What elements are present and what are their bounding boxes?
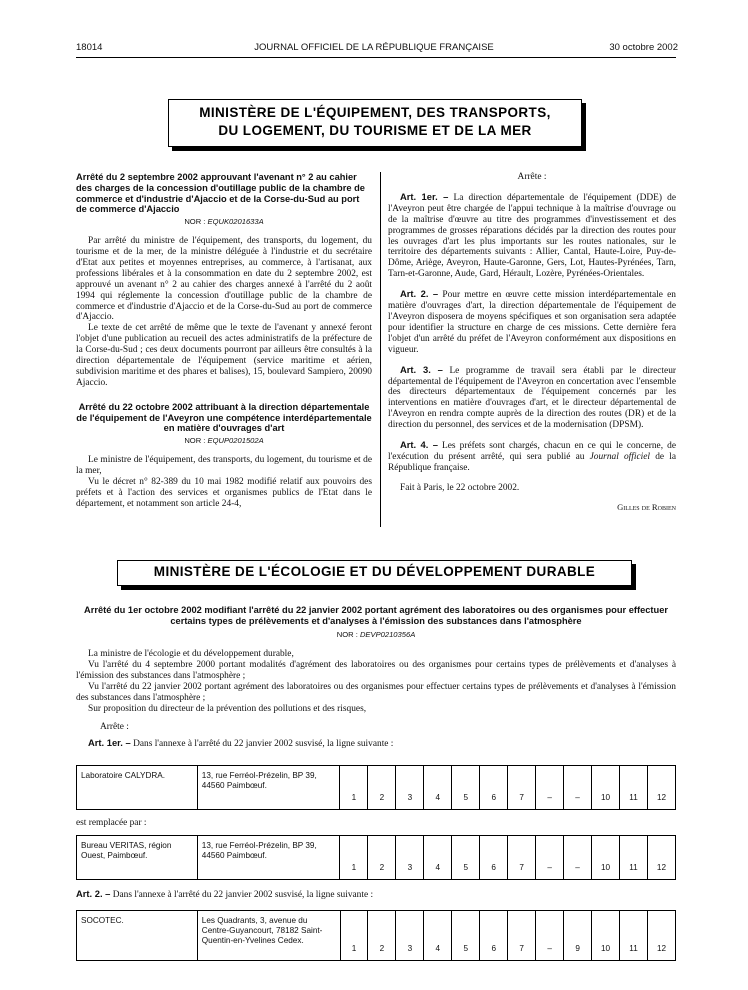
arrete2-article4-tail: de la République française. [388,451,676,473]
type-cell: 10 [592,911,620,961]
arrete3-nor-label: NOR : [336,629,360,639]
type-cell: 12 [647,836,675,880]
approval-table-replacement [76,835,676,880]
type-cell: – [536,836,564,880]
lab-name-cell: Bureau VERITAS, région Ouest, Paimbœuf. [77,836,198,880]
type-cell: 7 [508,911,536,961]
type-cell: – [564,766,592,810]
arrete1-nor [76,217,372,228]
type-cell: 12 [648,911,676,961]
journal-title: JOURNAL OFFICIEL DE LA RÉPUBLIQUE FRANÇAISE [254,42,494,53]
arrete3-article1 [76,737,676,750]
arrete3-title: Arrêté du 1er octobre 2002 modifiant l'arrêté du 22 janvier 2002 portant agrément des laboratoires ou des organismes pour effectuer certains types de prélèvements et d'analyses à l'émission des substances dans l'atmosphère [84,605,668,626]
type-cell: 2 [368,836,396,880]
type-cell: 4 [424,766,452,810]
lab-address-cell: Les Quadrants, 3, avenue du Centre-Guyancourt, 78182 Saint-Quentin-en-Yvelines Cedex. [197,911,340,961]
arrete2-article1 [388,192,676,280]
type-cell: 6 [480,836,508,880]
type-cell: 4 [424,836,452,880]
arrete3-nor-code: DEVP0210356A [359,629,416,639]
type-cell: – [536,911,564,961]
arrete3-article2-text: Dans l'annexe à l'arrêté du 22 janvier 2002 susvisé, la ligne suivante : [110,890,374,900]
table-row [77,911,676,961]
type-cell: – [564,836,592,880]
journal-officiel-ref: Journal officiel [589,451,651,462]
arrete2-arrete: Arrête : [517,172,547,182]
ministry-equipement-box [168,99,582,147]
table-row [77,836,676,880]
lab-address-cell: 13, rue Ferréol-Prézelin, BP 39, 44560 Paimbœuf. [197,836,340,880]
lab-name-cell: SOCOTEC. [77,911,198,961]
arrete2-nor-code: EQUP0201502A [207,436,264,446]
arrete1-para1: Par arrêté du ministre de l'équipement, des transports, du logement, du tourisme et de la mer, de la ministre déléguée à l'industrie et du secrétaire d'Etat aux petites et moyennes entreprises, au commerce, à l'artisanat, aux professions libérales et à la consommation en date du 2 septembre 2002, est approuvé un avenant n° 2 au cahier des charges annexé à l'arrêté du 2 août 1994 qui réglemente la concession d'outillage public de la chambre de commerce et d'industrie d'Ajaccio et de la Corse-du-Sud au port de commerce d'Ajaccio. [76,236,372,323]
type-cell: 2 [368,911,396,961]
issue-date: 30 octobre 2002 [609,42,678,53]
arrete3-para2: Vu l'arrêté du 4 septembre 2000 portant modalités d'agrément des laboratoires ou des organismes pour certains types de prélèvements et d'analyses à l'émission des substances dans l'atmosphère ; [76,659,676,681]
type-cell: 12 [647,766,675,810]
arrete2-article4 [388,440,676,474]
header-divider [76,57,676,58]
ministry-equipement-line2: DU LOGEMENT, DU TOURISME ET DE LA MER [218,123,532,138]
type-cell: 7 [508,766,536,810]
lab-address-cell: 13, rue Ferréol-Prézelin, BP 39, 44560 Paimbœuf. [197,766,340,810]
arrete3-section [76,605,676,750]
arrete3-arrete: Arrête : [100,721,129,732]
ministry-equipement-line1: MINISTÈRE DE L'ÉQUIPEMENT, DES TRANSPORTS, [199,105,551,120]
arrete2-article3-text: Le programme de travail sera établi par le directeur départemental de l'équipement de l'Aveyron en concertation avec l'ensemble des directeurs départementaux de l'équipement concernés par les interventions en matière d'ouvrages d'art, et le directeur départemental de l'Aveyron en rendra compte auprès de la direction des routes (DR) et de la direction du personnel, des services et de la modernisation (DPSM). [388,365,677,431]
left-column [76,172,372,510]
arrete2-article4-text: Les préfets sont chargés, chacun en ce qui le concerne, de l'exécution du présent arrêté, qui sera publié au [388,441,676,462]
arrete1-title: Arrêté du 2 septembre 2002 approuvant l'avenant n° 2 au cahier des charges de la concession d'outillage public de la chambre de commerce et d'industrie d'Ajaccio et de la Corse-du-Sud au port de commerce d'Ajaccio [76,172,365,215]
arrete3-para1: La ministre de l'écologie et du développement durable, [88,648,294,659]
ministry-ecologie-line1: MINISTÈRE DE L'ÉCOLOGIE ET DU DÉVELOPPEMENT DURABLE [153,564,596,579]
type-cell: 4 [424,911,452,961]
type-cell: 6 [480,766,508,810]
arrete3-article1-label: Art. 1er. – [88,736,131,748]
lab-name-cell: Laboratoire CALYDRA. [77,766,198,810]
arrete2-article2 [388,289,676,355]
type-cell: 5 [452,911,480,961]
arrete3-article1-text: Dans l'annexe à l'arrêté du 22 janvier 2002 susvisé, la ligne suivante : [130,738,394,749]
type-cell: 1 [340,836,368,880]
column-divider [380,172,381,527]
arrete2-article3-label: Art. 3. – [400,363,443,375]
right-column [388,172,676,513]
arrete2-article1-text: La direction départementale de l'équipement (DDE) de l'Aveyron peut être chargée de l'appui technique à la maîtrise d'ouvrage ou de la maîtrise d'œuvre au titre des programmes d'investissement et des programmes de grosses réparations décidés par la direction des routes pour les ouvrages d'art les plus importants sur les routes nationales, sur le territoire des départements suivants : Allier, Cantal, Haute-Loire, Puy-de-Dôme, Ariège, Aveyron, Haute-Garonne, Gers, Lot, Hautes-Pyrénées, Tarn, Tarn-et-Garonne, Aude, Gard, Hérault, Lozère, Pyrénées-Orientales. [388,192,677,280]
table-row [77,766,676,810]
arrete2-fait: Fait à Paris, le 22 octobre 2002. [400,482,520,493]
arrete2-article2-label: Art. 2. – [400,288,439,300]
type-cell: 2 [368,766,396,810]
arrete1-para2: Le texte de cet arrêté de même que le texte de l'avenant y annexé feront l'objet d'une publication au recueil des actes administratifs de la préfecture de la Corse-du-Sud ; ces deux documents pourront par ailleurs être consultés à la direction départementale de l'équipement (service maritime et aérien, subdivision maritime et des phares et balises), 15, boulevard Sampiero, 20090 Ajaccio. [76,323,372,388]
type-cell: 5 [452,766,480,810]
arrete1-nor-label: NOR : [184,217,208,227]
arrete3-article2-label: Art. 2. – [76,888,111,899]
arrete2-article4-label: Art. 4. – [400,439,438,451]
type-cell: 3 [396,911,424,961]
arrete2-nor [76,436,372,447]
arrete2-article3 [388,365,676,431]
type-cell: 11 [620,836,648,880]
type-cell: 1 [340,911,368,961]
arrete2-signature: Gilles de Robien [617,501,676,512]
arrete2-para1: Le ministre de l'équipement, des transports, du logement, du tourisme et de la mer, [76,455,372,476]
replaced-note: est remplacée par : [76,818,147,828]
arrete1-nor-code: EQUK0201633A [207,217,264,227]
type-cell: 1 [340,766,368,810]
type-cell: 9 [564,911,592,961]
type-cell: 6 [480,911,508,961]
arrete2-article2-text: Pour mettre en œuvre cette mission interdépartementale en matière d'ouvrages d'art, la direction départementale de l'équipement de l'Aveyron disposera de moyens spécifiques et son organisation sera adaptée pour identifier la structure en charge de ces missions. Cette dernière fera l'objet d'un arrêté du préfet de l'Aveyron conformément aux dispositions en vigueur. [388,290,676,355]
arrete2-nor-label: NOR : [184,436,208,446]
type-cell: 5 [452,836,480,880]
ministry-ecologie-box [117,560,632,586]
arrete3-article2 [76,888,373,901]
type-cell: 3 [396,836,424,880]
type-cell: 3 [396,766,424,810]
approval-table-socotec [76,910,676,961]
type-cell: 7 [508,836,536,880]
arrete3-para4: Sur proposition du directeur de la prévention des pollutions et des risques, [88,703,367,714]
type-cell: 10 [592,766,620,810]
arrete2-para2: Vu le décret n° 82-389 du 10 mai 1982 modifié relatif aux pouvoirs des préfets et à l'action des services et organismes publics de l'Etat dans le département, et notamment son article 24-4, [76,476,372,509]
type-cell: – [536,766,564,810]
arrete3-nor [76,629,676,640]
arrete2-title: Arrêté du 22 octobre 2002 attribuant à la direction départementale de l'équipement de l'Aveyron une compétence interdépartementale en matière d'ouvrages d'art [76,401,372,434]
type-cell: 11 [620,911,648,961]
approval-table-original [76,765,676,810]
arrete3-para3: Vu l'arrêté du 22 janvier 2002 portant agrément des laboratoires ou des organismes pour effectuer certains types de prélèvements et d'analyses à l'émission des substances dans l'atmosphère ; [76,681,676,703]
page-number: 18014 [76,42,103,53]
type-cell: 10 [592,836,620,880]
type-cell: 11 [620,766,648,810]
arrete2-article1-label: Art. 1er. – [400,190,449,202]
